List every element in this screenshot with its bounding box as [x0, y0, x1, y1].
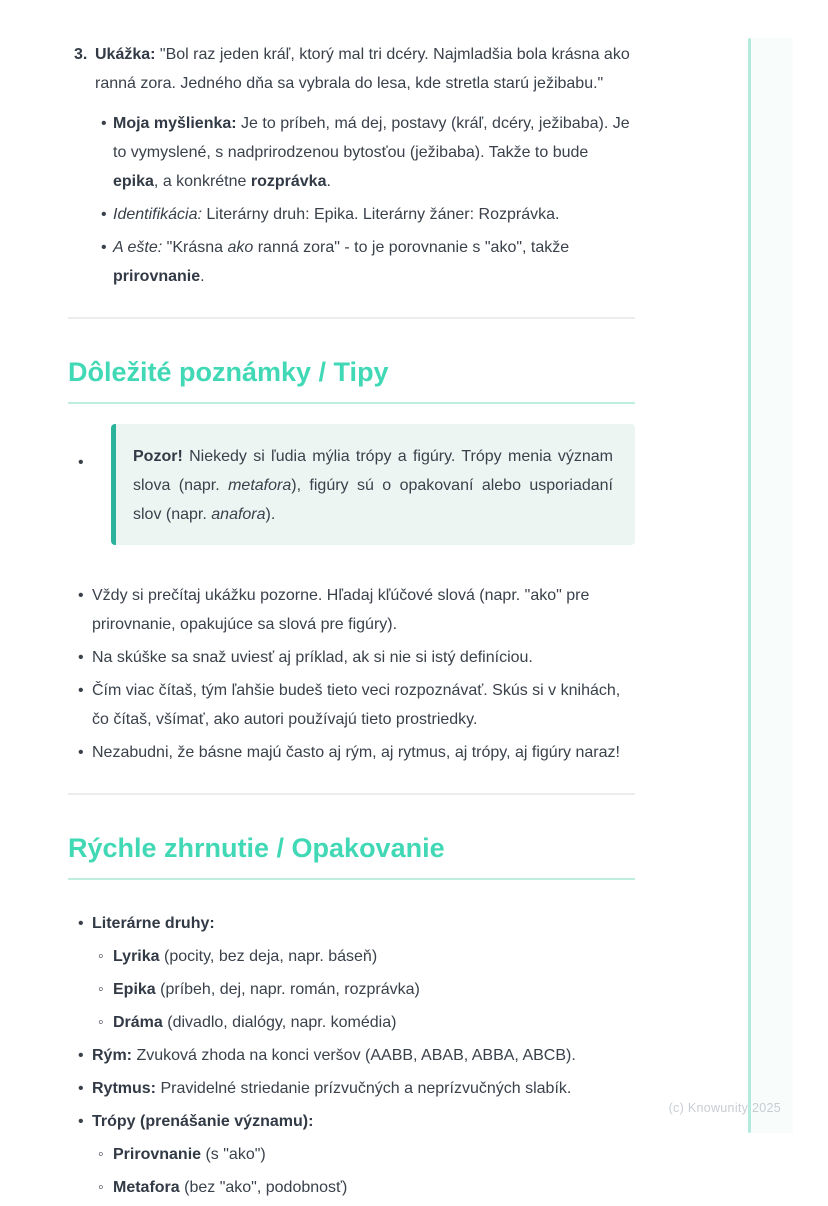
summary-item-tropy — [92, 1107, 635, 1202]
section-title-summary: Rýchle zhrnutie / Opakovanie — [68, 833, 635, 880]
numbered-item-example — [68, 40, 635, 98]
literary-genres-sublist — [92, 942, 635, 1037]
callout-box — [111, 424, 635, 545]
sublist-item-epika: ◦ Epika (príbeh, dej, napr. román, rozprávka) — [113, 975, 635, 1004]
copyright-notice: (c) Knowunity 2025 — [668, 1101, 781, 1115]
section-title-tips: Dôležité poznámky / Tipy — [68, 357, 635, 404]
tip-item-poems: • Nezabudni, že básne majú často aj rým, aj rytmus, aj trópy, aj figúry naraz! — [92, 738, 635, 767]
summary-item-literary-genres — [92, 909, 635, 1037]
summary-item-label: Literárne druhy: — [92, 915, 215, 932]
summary-item-rym: • Rým: Zvuková zhoda na konci veršov (AABB, ABAB, ABBA, ABCB). — [92, 1041, 635, 1070]
sublist-item-lyrika: ◦ Lyrika (pocity, bez deja, napr. báseň) — [113, 942, 635, 971]
example-text: Ukážka: "Bol raz jeden kráľ, ktorý mal tri dcéry. Najmladšia bola krásna ako ranná zora. Jedného dňa sa vybrala do lesa, kde stretla starú ježibabu." — [95, 46, 630, 92]
sublist-item-prirovnanie: ◦ Prirovnanie (s "ako") — [113, 1140, 635, 1169]
section-divider — [68, 317, 635, 319]
callout-list — [68, 424, 635, 545]
tip-item-exam-example: • Na skúške sa snaž uviesť aj príklad, ak si nie si istý definíciou. — [92, 643, 635, 672]
list-item-identification: • Identifikácia: Literárny druh: Epika. Literárny žáner: Rozprávka. — [113, 200, 635, 229]
sublist-item-drama: ◦ Dráma (divadlo, dialógy, napr. komédia) — [113, 1008, 635, 1037]
page-edge-strip — [751, 38, 793, 1133]
example-notes-list — [68, 109, 635, 291]
list-item-my-thought: • Moja myšlienka: Je to príbeh, má dej, postavy (kráľ, dcéry, ježibaba). Je to vymyslené, s nadprirodzenou bytosťou (ježibaba). Takže to bude epika, a konkrétne rozprávka. — [113, 109, 635, 196]
list-item-and-more: • A ešte: "Krásna ako ranná zora" - to je porovnanie s "ako", takže prirovnanie. — [113, 233, 635, 291]
tips-list — [68, 581, 635, 767]
sublist-item-metafora: ◦ Metafora (bez "ako", podobnosť) — [113, 1173, 635, 1202]
content-column — [68, 40, 635, 1206]
section-divider — [68, 793, 635, 795]
summary-item-label: Trópy (prenášanie významu): — [92, 1113, 314, 1130]
summary-item-rytmus: • Rytmus: Pravidelné striedanie prízvučných a neprízvučných slabík. — [92, 1074, 635, 1103]
item-number: 3. — [74, 46, 88, 63]
tip-item-read-carefully: • Vždy si prečítaj ukážku pozorne. Hľadaj kľúčové slová (napr. "ako" pre prirovnanie, opakujúce sa slová pre figúry). — [92, 581, 635, 639]
summary-list — [68, 909, 635, 1202]
tip-item-read-more: • Čím viac čítaš, tým ľahšie budeš tieto veci rozpoznávať. Skús si v knihách, čo čítaš, všímať, ako autori používajú tieto prostriedky. — [92, 676, 635, 734]
callout-text: • Pozor! Niekedy si ľudia mýlia trópy a figúry. Trópy menia význam slova (napr. metafora), figúry sú o opakovaní alebo usporiadaní slov (napr. anafora). — [133, 448, 614, 523]
page-edge-line — [748, 38, 751, 1133]
callout-list-item — [92, 424, 635, 545]
tropy-sublist — [92, 1140, 635, 1202]
